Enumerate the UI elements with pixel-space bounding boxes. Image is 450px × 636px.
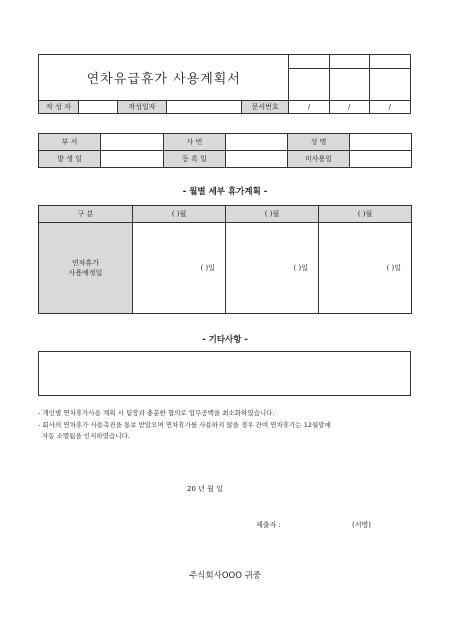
- submitter-label: 제출자 :: [256, 521, 281, 529]
- dept-label: 부 서: [39, 134, 101, 151]
- date-field[interactable]: [166, 101, 241, 114]
- day-label: ( )일: [386, 264, 401, 272]
- category-header: 구 분: [39, 206, 133, 223]
- monthly-plan-table: [38, 205, 412, 314]
- planned-days-label-line1: 연차휴가: [71, 259, 100, 267]
- addressee: 주식회사OOO 귀중: [188, 571, 262, 581]
- author-field[interactable]: [79, 101, 118, 114]
- month-header-2: ( )월: [226, 206, 319, 223]
- unused-field[interactable]: [350, 151, 412, 168]
- month-header-3: ( )월: [319, 206, 412, 223]
- approval-header-cell: [369, 55, 410, 69]
- planned-days-cell-2[interactable]: [226, 223, 319, 314]
- dept-field[interactable]: [101, 134, 164, 151]
- name-field[interactable]: [350, 134, 412, 151]
- other-notes-box[interactable]: [38, 351, 411, 396]
- approval-sign-cell: [369, 69, 410, 101]
- note-line-2: - 회사의 연차휴가 사용촉진을 통보 받았으며 연차휴가를 사용하지 않을 경우 잔여 연차휴가는 12월말에: [38, 421, 331, 429]
- registered-label: 등 록 일: [164, 151, 226, 168]
- name-label: 성 명: [288, 134, 350, 151]
- approval-sign-cell: [289, 69, 329, 101]
- note-line-3: 자동 소멸됨을 인지하였습니다.: [42, 432, 130, 440]
- signature-date: 20 년 월 일: [187, 485, 223, 493]
- planned-days-cell-1[interactable]: [133, 223, 226, 314]
- doc-no-day-field[interactable]: /: [369, 101, 410, 114]
- month-header-1: ( )월: [133, 206, 226, 223]
- day-label: ( )일: [200, 264, 215, 272]
- doc-no-year-field[interactable]: /: [289, 101, 329, 114]
- approval-header-cell: [289, 55, 329, 69]
- approval-header-cell: [329, 55, 369, 69]
- document-title: 연차유급휴가 사용계획서: [39, 55, 289, 101]
- unused-label: 미사용일: [288, 151, 350, 168]
- planned-days-cell-3[interactable]: [319, 223, 412, 314]
- day-label: ( )일: [293, 264, 308, 272]
- title-table: [38, 54, 411, 114]
- accrued-label: 발 생 일: [39, 151, 101, 168]
- monthly-section-title: - 월별 세부 휴가계획 -: [182, 187, 268, 197]
- doc-no-month-field[interactable]: /: [329, 101, 369, 114]
- employee-id-field[interactable]: [226, 134, 288, 151]
- author-label: 작 성 자: [39, 101, 79, 114]
- employee-id-label: 사 번: [164, 134, 226, 151]
- planned-days-label-line2: 사용예정일: [68, 269, 103, 277]
- registered-field[interactable]: [226, 151, 288, 168]
- approval-sign-cell: [329, 69, 369, 101]
- planned-days-label: [39, 223, 133, 314]
- note-line-1: - 개인별 연차휴가사용 계획 시 팀장과 충분한 협의로 업무공백을 최소화하였습니다.: [38, 409, 275, 417]
- accrued-field[interactable]: [101, 151, 164, 168]
- date-label: 작성일자: [118, 101, 167, 114]
- employee-table: [38, 133, 412, 168]
- other-section-title: - 기타사항 -: [202, 335, 248, 345]
- doc-no-label: 문서번호: [241, 101, 289, 114]
- sign-label: (서명): [352, 521, 371, 529]
